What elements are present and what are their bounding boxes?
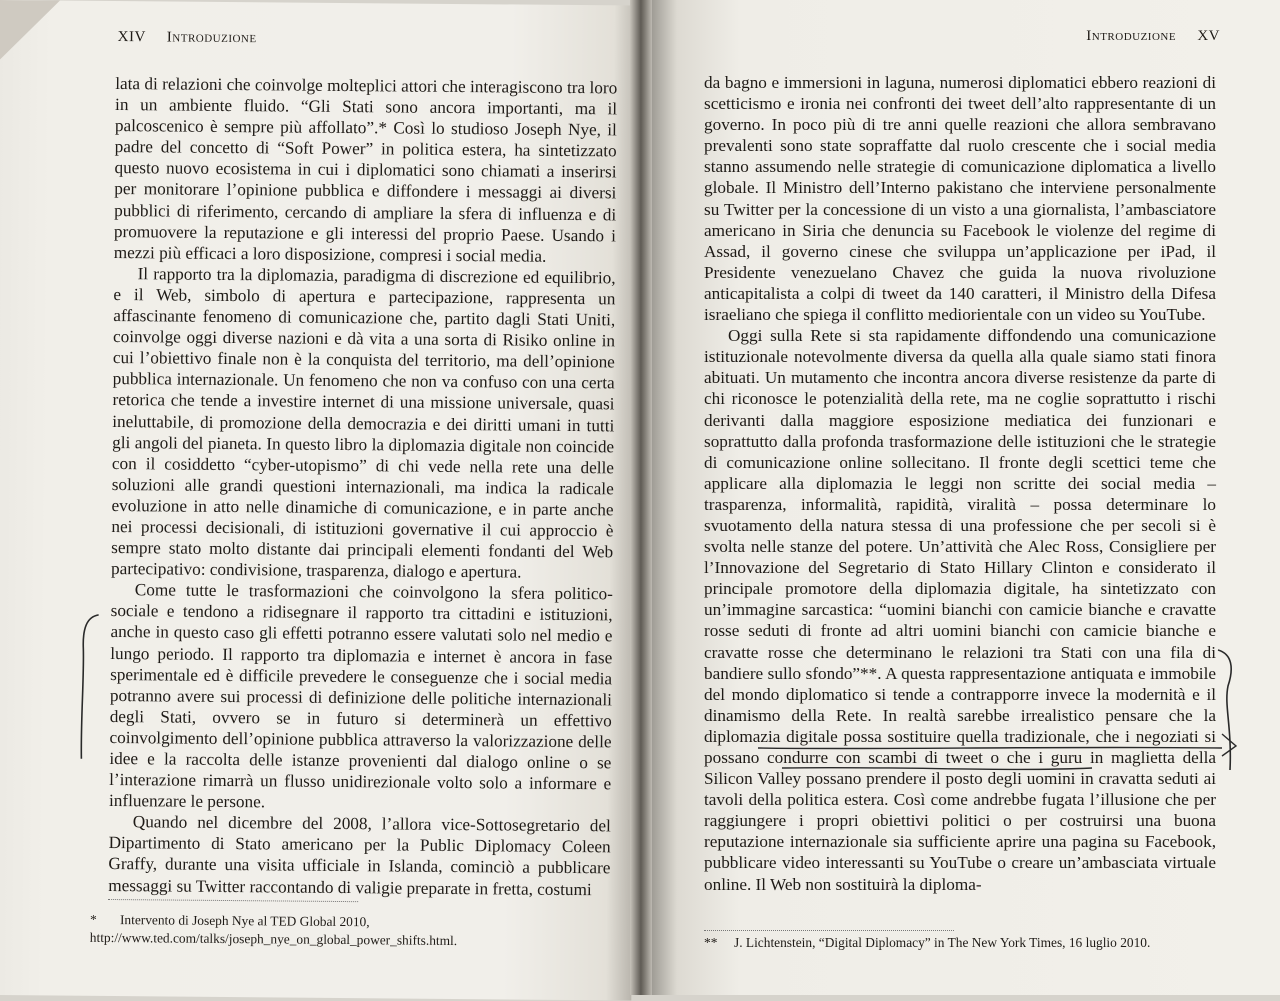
left-header-title: Introduzione [166, 29, 257, 47]
page-corner-fold [0, 0, 60, 61]
right-running-header [1086, 28, 1220, 45]
left-footnote-mark: * [89, 911, 97, 927]
left-page-number: XIV [117, 29, 146, 46]
right-page-number: XV [1197, 28, 1220, 44]
left-footnote-text: Intervento di Joseph Nye al TED Global 2010, http://www.ted.com/talks/joseph_nye_on_global_power_shifts.html. [89, 912, 458, 949]
pen-bracket-left-mark [71, 609, 112, 769]
book-gutter [630, 0, 654, 995]
left-footnote-rule [108, 899, 358, 903]
right-footnote-mark: ** [704, 935, 718, 950]
left-paragraph: lata di relazioni che coinvolge molteplici attori che interagiscono tra loro in un ambiente fluido. “Gli Stati sono ancora importanti, ma il palcoscenico è sempre più affollato”.* Così lo studioso Joseph Nye, il padre del concetto di “Soft Power” in politica estera, ha sintetizzato questo nuovo ecosistema in cui i diplomatici sono chiamati a inserirsi per monitorare l’opinione pubblica e diffondere i messaggi ai diversi pubblici di riferimento, cercando di ampliare la sfera di influenza e di promuovere la reputazione e gli interessi del proprio Paese. Usando i mezzi più efficaci a loro disposizione, compresi i social media. [113, 74, 618, 266]
left-paragraph: Il rapporto tra la diplomazia, paradigma di discrezione ed equilibrio, e il Web, simbolo di apertura e partecipazione, rappresenta un affascinante fenomeno di comunicazione che, partito dagli Stati Uniti, coinvolge oggi diverse nazioni e dà vita a una sorta di Risiko online in cui l’obiettivo finale non è la conquista del territorio, ma dell’opinione pubblica internazionale. Un fenomeno che non va confuso con una certa retorica che tende a investire internet di una missione universale, quasi ineluttabile, di promozione della democrazia e dei diritti umani in tutti gli angoli del pianeta. In questo libro la diplomazia digitale non coincide con il cosiddetto “cyber-utopismo” di chi vede nella rete una delle soluzioni alle grandi questioni internazionali, ma indica la radicale evoluzione in atto nelle dinamiche di comunicazione, e in parte anche nei processi decisionali, di istituzioni governative il cui approccio è sempre stato molto distante dai principali elementi fondanti del Web partecipativo: condivisione, trasparenza, dialogo e apertura. [110, 264, 616, 582]
left-running-header [118, 29, 257, 47]
right-paragraph: da bagno e immersioni in laguna, numerosi diplomatici ebbero reazioni di scetticismo e ironia nei confronti dei tweet dell’alto rappresentante di un governo. In poco più di tre anni quelle reazioni che allora sembravano prevalenti sono state sopraffatte dal ruolo crescente che i social media stanno assumendo nelle strategie di comunicazione diplomatica a livello globale. Il Ministro dell’Interno pakistano che interviene personalmente su Twitter per la concessione di un visto a una giornalista, l’ambasciatore americano in Siria che denuncia su Facebook le violenze del regime di Assad, il governo cinese che sviluppa un’applicazione per iPad, il Presidente venezuelano Chavez che guida la nuova rivoluzione anticapitalista a colpi di tweet da 140 caratteri, il Ministro della Difesa israeliano che spiega il conflitto mediorientale con un video su YouTube. [704, 73, 1216, 325]
right-footnote-text: J. Lichtenstein, “Digital Diplomacy” in The New York Times, 16 luglio 2010. [734, 935, 1151, 950]
left-body-text [108, 73, 617, 900]
right-footnote [704, 934, 1244, 952]
left-footnote [90, 911, 610, 952]
right-header-title: Introduzione [1086, 28, 1177, 44]
right-footnote-rule [704, 930, 954, 932]
right-body-text [704, 72, 1216, 895]
right-page [652, 0, 1280, 995]
left-paragraph: Quando nel dicembre del 2008, l’allora vice-Sottosegretario del Dipartimento di Stato americano per la Public Diplomacy Coleen Graffy, durante una visita ufficiale in Islanda, cominciò a pubblicare messaggi su Twitter raccontando di valigie preparate in fretta, costumi [108, 812, 611, 899]
left-paragraph: Come tutte le trasformazioni che coinvolgono la sfera politico-sociale e tendono a ridisegnare il rapporto tra cittadini e istituzioni, anche in questo caso gli effetti potranno essere valutati solo nel medio e lungo periodo. Il rapporto tra diplomazia e internet è ancora in fase sperimentale ed è difficile prevedere le conseguenze che i social media potranno avere sui processi di definizione delle politiche internazionali degli Stati, ovvero se in futuro si determinerà un effettivo coinvolgimento dell’opinione pubblica attraverso la valorizzazione delle idee e la raccolta delle istanze provenienti dal dialogo online o se l’interazione rimarrà un flusso unidirezionale volto solo a informare e influenzare le persone. [108, 580, 613, 812]
pen-bracket-right-mark [1210, 646, 1250, 776]
right-paragraph: Oggi sulla Rete si sta rapidamente diffondendo una comunicazione istituzionale notevolmente diversa da quella alla quale siamo stati finora abituati. Un mutamento che incontra ancora diverse resistenze da parte di chi riconosce le potenzialità della rete, ma ne coglie soprattutto i rischi derivanti dalla maggiore esposizione mediatica dei funzionari e soprattutto dalla profonda trasformazione delle istituzioni che le strategie di comunicazione online sollecitano. Il fronte degli scettici teme che applicare alla diplomazia le leggi non scritte dei social media – trasparenza, informalità, rapidità, viralità – possa determinare lo svuotamento della natura stessa di una professione che per secoli si è svolta nelle stanze del potere. Un’attività che Alec Ross, Consigliere per l’Innovazione del Segretario di Stato Hillary Clinton e considerato il principale promotore della diplomazia digitale, ha sintetizzato con un’immagine sarcastica: “uomini bianchi con camicie bianche e cravatte rosse seduti di fronte ad altri uomini bianchi con camicie bianche e cravatte rosse che determinano le relazioni tra Stati con una fila di bandiere sullo sfondo”**. A questa rappresentazione antiquata e immobile del mondo diplomatico si tende a contrapporre invece la modernità e il dinamismo della Rete. In realtà sarebbe irrealistico pensare che la diplomazia digitale possa sostituire quella tradizionale, che i negoziati si possano condurre con scambi di tweet o che i guru in maglietta della Silicon Valley possano prendere il posto degli uomini in cravatta seduti ai tavoli della politica estera. Così come andrebbe fugata l’illusione che per raggiungere i propri obiettivi politici o per costruirsi una buona reputazione internazionale sia sufficiente aprire una pagina su Facebook, pubblicare video interessanti su YouTube o creare un’ambasciata virtuale online. Il Web non sostituirà la diploma- [704, 326, 1216, 894]
